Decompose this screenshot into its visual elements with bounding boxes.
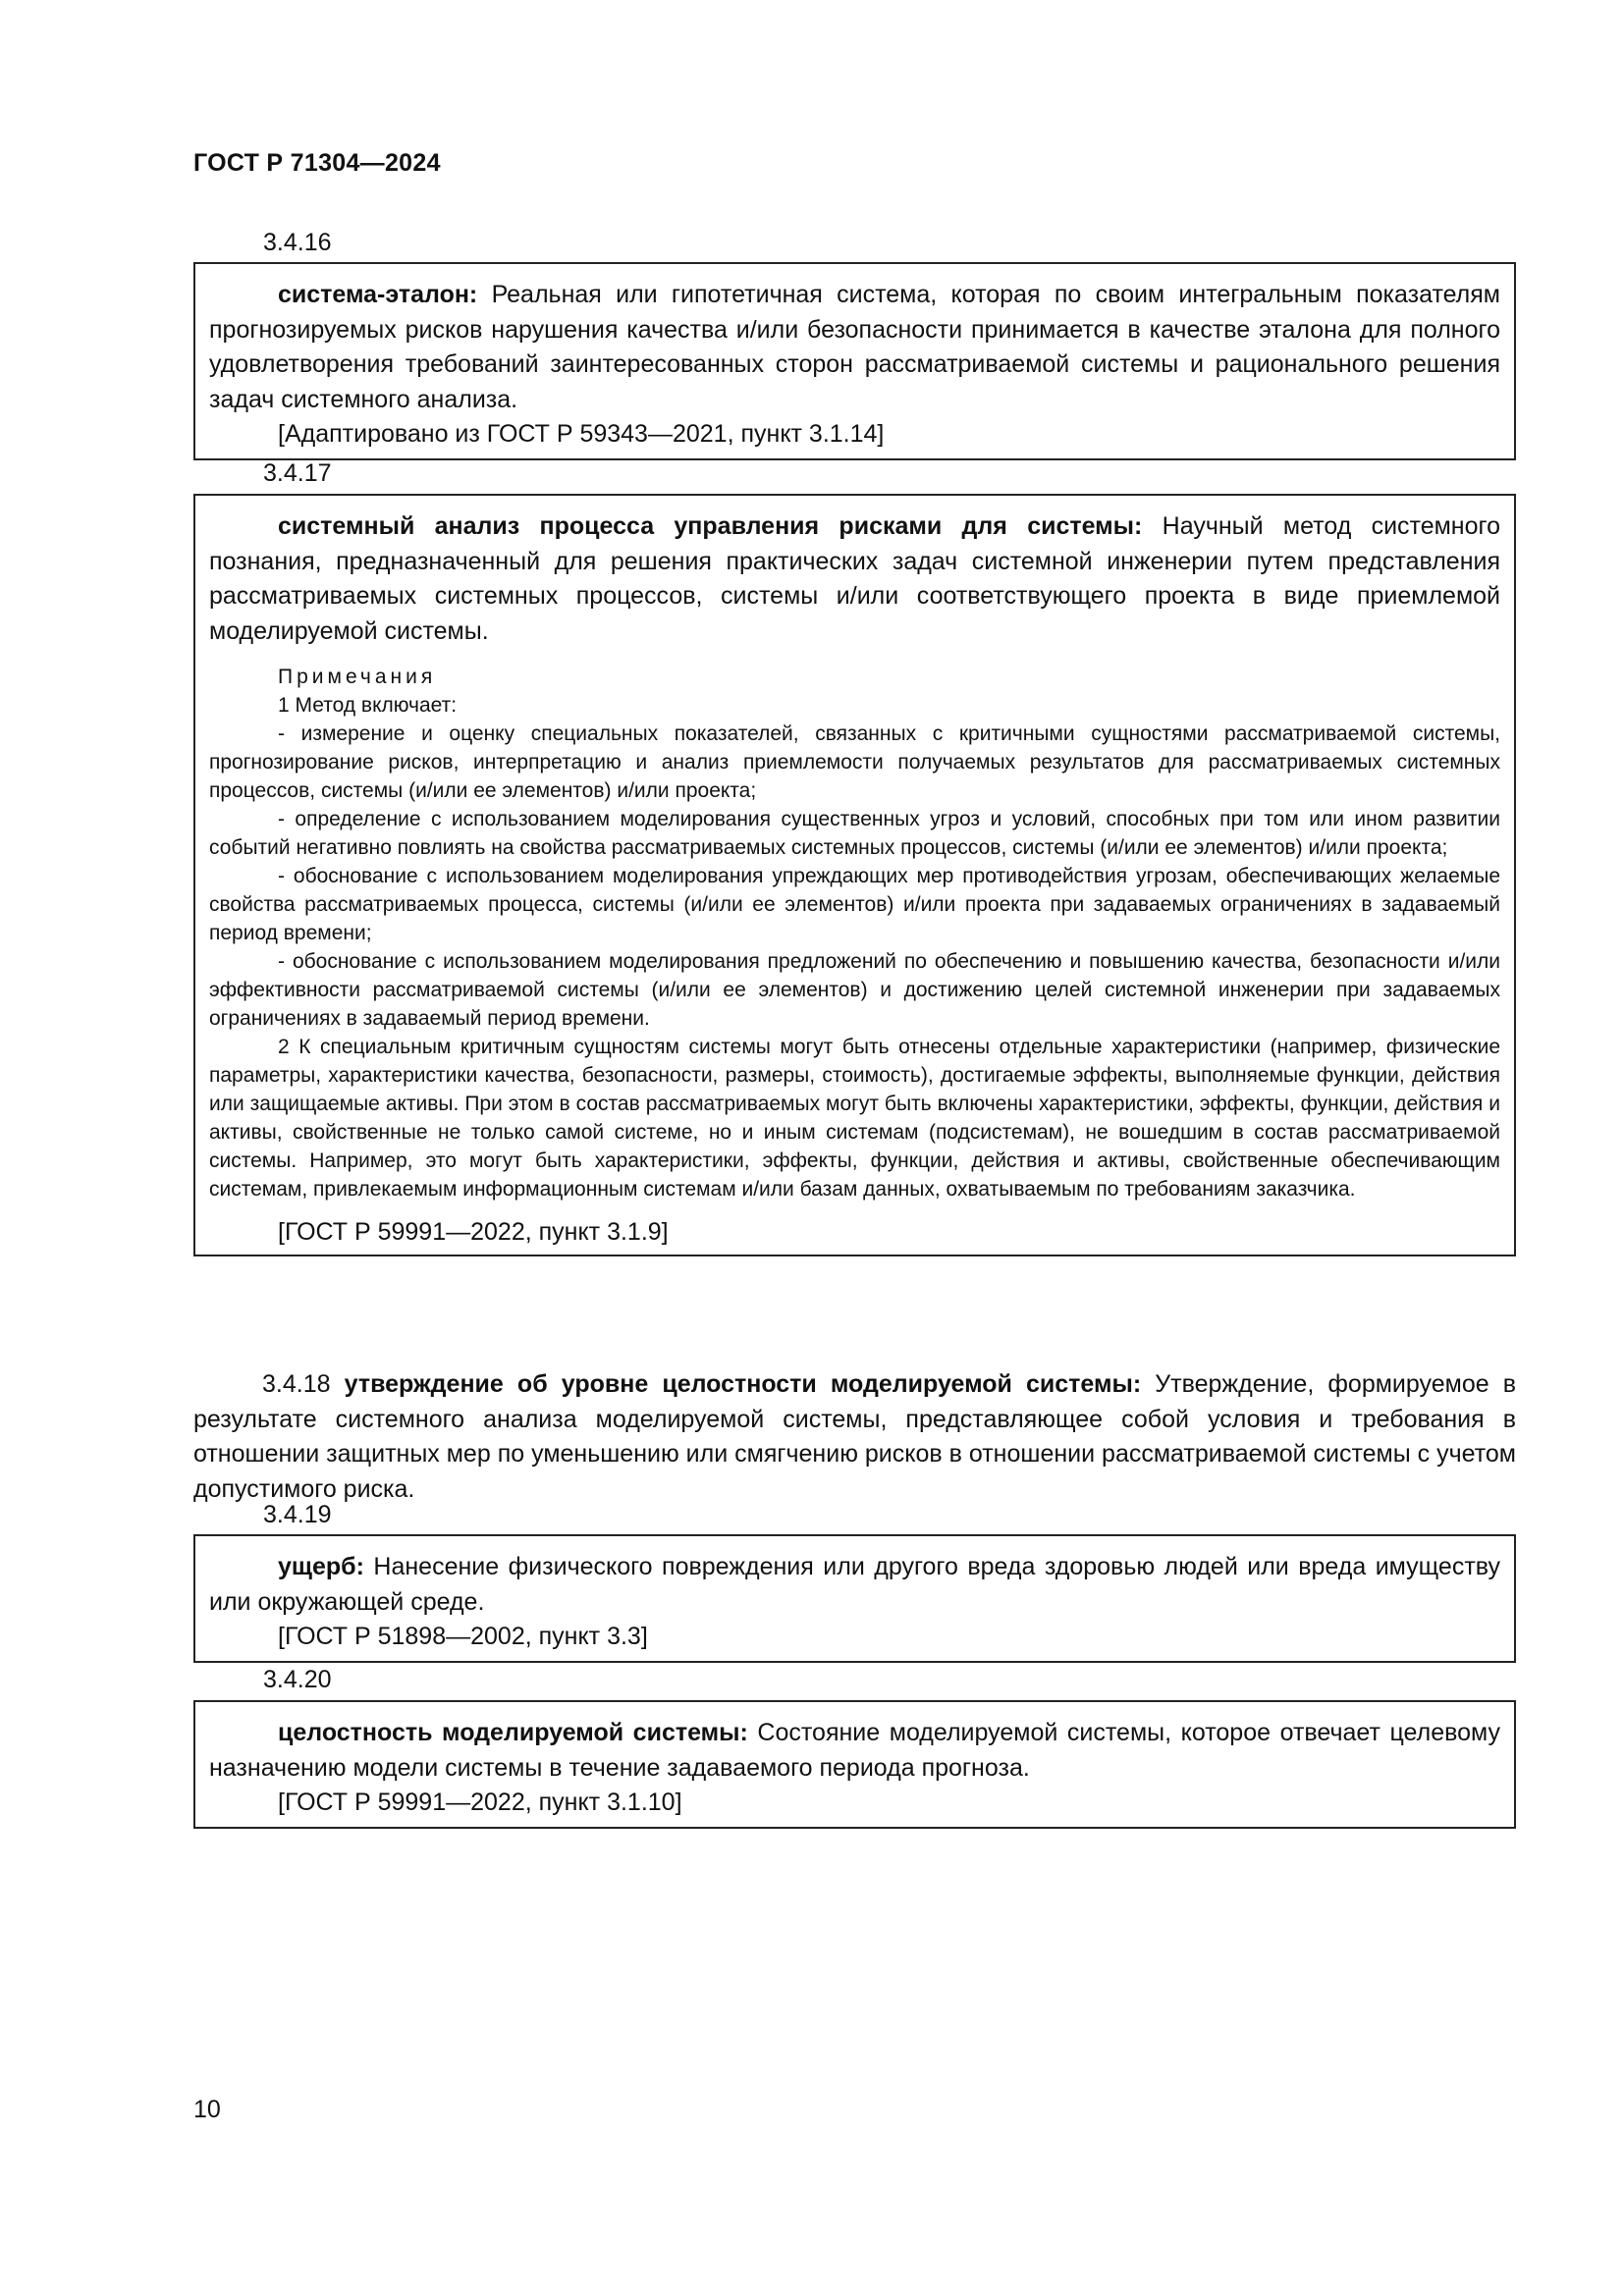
definition-text: Реальная или гипотетичная система, которая по своим интегральным показателям прогнозируемых рисков нарушения качества и/или безопасности принимается в качестве эталона для полного удовлетворения требований заинтересованных сторон рассматриваемой системы и рационального решения задач системного анализа. [209, 281, 1500, 413]
definition-text: Нанесение физического повреждения или другого вреда здоровью людей или вреда имуществу или окружающей среде. [209, 1553, 1500, 1616]
note-line: - измерение и оценку специальных показателей, связанных с критичными сущностями рассматриваемой системы, прогнозирование рисков, интерпретацию и анализ приемлемости получаемых результатов для рассматриваемых системных процессов, системы (и/или ее элементов) и/или проекта; [209, 722, 1500, 802]
notes-block [209, 663, 1500, 1203]
note-line: 2 К специальным критичным сущностям системы могут быть отнесены отдельные характеристики (например, физические параметры, характеристики качества, безопасности, размеры, стоимость), достигаемые эффекты, выполняемые функции, действия или защищаемые активы. При этом в состав рассматриваемых могут быть включены характеристики, эффекты, функции, действия и активы, свойственные не только самой системе, но и иным системам (подсистемам), не вошедшим в состав рассматриваемой системы. Например, это могут быть характеристики, эффекты, функции, действия и активы, свойственные обеспечивающим системам, привлекаемым информационным системам и/или базам данных, охватываемым по требованиям заказчика. [209, 1036, 1500, 1201]
note-line: - обоснование с использованием моделирования упреждающих мер противодействия угрозам, обеспечивающих желаемые свойства рассматриваемых процесса, системы (и/или ее элементов) и/или проекта при задаваемых ограничениях в задаваемый период времени; [209, 865, 1500, 944]
entry-number: 3.4.17 [263, 459, 332, 487]
document-header: ГОСТ Р 71304—2024 [193, 149, 441, 177]
definition-text: Научный метод системного познания, предназначенный для решения практических задач системной инженерии путем представления рассматриваемых системных процессов, системы и/или соответствующего проекта в виде приемлемой моделируемой системы. [209, 512, 1500, 645]
note-line: 1 Метод включает: [278, 694, 458, 717]
term: система-эталон: [278, 281, 478, 308]
term: утверждение об уровне целостности моделируемой системы: [344, 1370, 1142, 1398]
note-line: - обоснование с использованием моделирования предложений по обеспечению и повышению качества, безопасности и/или эффективности рассматриваемой системы (и/или ее элементов) и достижению целей системной инженерии при задаваемых ограничениях в задаваемый период времени. [209, 950, 1500, 1030]
definition-paragraph [209, 1550, 1500, 1620]
page-number: 10 [193, 2096, 221, 2123]
definition-box [193, 1534, 1516, 1663]
entry-number: 3.4.16 [263, 229, 332, 256]
definition-box [193, 1700, 1516, 1829]
source-reference: [ГОСТ Р 51898—2002, пункт 3.3] [278, 1623, 648, 1650]
term: ущерб: [278, 1553, 364, 1580]
term: целостность моделируемой системы: [278, 1719, 748, 1746]
definition-paragraph [209, 1716, 1500, 1786]
term: системный анализ процесса управления рисками для системы: [278, 512, 1143, 540]
definition-box [193, 262, 1516, 460]
source-reference: [ГОСТ Р 59991—2022, пункт 3.1.9] [278, 1218, 669, 1246]
definition-paragraph [193, 1367, 1516, 1507]
entry-number: 3.4.18 [262, 1370, 331, 1398]
source-reference: [ГОСТ Р 59991—2022, пункт 3.1.10] [278, 1789, 682, 1816]
entry-number: 3.4.20 [263, 1666, 332, 1693]
definition-text: Состояние моделируемой системы, которое отвечает целевому назначению модели системы в течение задаваемого периода прогноза. [209, 1719, 1500, 1782]
definition-paragraph [209, 278, 1500, 417]
definition-plain [193, 1367, 1516, 1507]
notes-heading: Примечания [278, 666, 437, 688]
definition-paragraph [209, 509, 1500, 649]
entry-number: 3.4.19 [263, 1501, 332, 1528]
definition-text: Утверждение, формируемое в результате системного анализа моделируемой системы, представляющее собой условия и требования в отношении защитных мер по уменьшению или смягчению рисков в отношении рассматриваемой системы с учетом допустимого риска. [193, 1370, 1517, 1503]
note-line: - определение с использованием моделирования существенных угроз и условий, способных при том или ином развитии событий негативно повлиять на свойства рассматриваемых системных процессов, системы (и/или ее элементов) и/или проекта; [209, 808, 1500, 859]
source-reference: [Адаптировано из ГОСТ Р 59343—2021, пункт 3.1.14] [278, 420, 885, 448]
definition-box [193, 494, 1516, 1256]
